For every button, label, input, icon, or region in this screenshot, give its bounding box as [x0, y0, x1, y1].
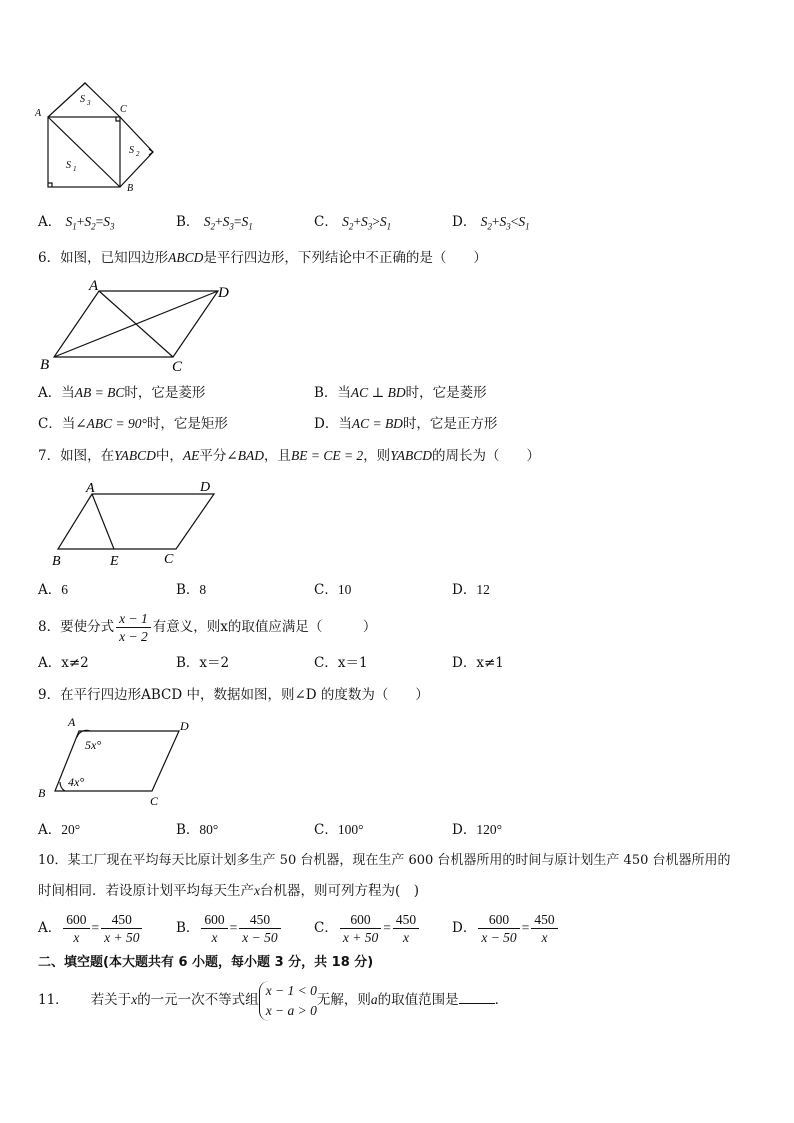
q7-stem: 7．如图，在YABCD中，AE平分∠BAD，且BE = CE = 2，则YABCD的周长为（ ）: [38, 448, 540, 464]
fig9-label-d: D: [180, 719, 189, 733]
q8-fraction: $\frac{x - 1}{x - 2}$: [116, 610, 151, 645]
q11-answer-blank[interactable]: [459, 989, 495, 1004]
fig5-sub-s2: 2: [136, 150, 140, 158]
fig7-label-c: C: [164, 552, 174, 567]
q5-option-c[interactable]: C． $S_2+S_3>S_1$: [314, 214, 392, 232]
figure-q5: [30, 80, 165, 195]
section-fill-in-title: 二、填空题(本大题共有 6 小题，每小题 3 分，共 18 分): [38, 955, 374, 970]
fig6-label-c: C: [172, 359, 183, 374]
fig5-label-b: B: [127, 183, 134, 194]
q8-option-d[interactable]: D．x≠1: [452, 655, 504, 671]
q10-option-c[interactable]: C． $\frac{600}{x + 50}$ = $\frac{450}{x}$: [314, 908, 421, 948]
q10-option-b[interactable]: B． $\frac{600}{x}$ = $\frac{450}{x - 50}$: [176, 908, 283, 948]
figure-q6: [34, 278, 244, 374]
fig5-label-s3: S: [80, 94, 85, 105]
fig7-label-d: D: [200, 480, 211, 495]
q9-option-d[interactable]: D．120°: [452, 822, 502, 838]
fig9-label-c: C: [150, 794, 159, 808]
fig7-label-b: B: [52, 554, 61, 569]
fig7-label-e: E: [110, 554, 119, 569]
q6-option-c[interactable]: C．当∠ABC = 90°时，它是矩形: [38, 416, 228, 432]
q7-option-b[interactable]: B．8: [176, 582, 207, 598]
fig9-angle-b: 4x°: [68, 775, 85, 789]
fig5-label-s2: S: [129, 145, 134, 156]
fig9-label-a: A: [68, 715, 76, 729]
q10-stem-line1: 10．某工厂现在平均每天比原计划多生产 50 台机器，现在生产 600 台机器所用的时间与原计划生产 450 台机器所用的: [38, 853, 731, 868]
q8-stem: 8．要使分式 $\frac{x - 1}{x - 2}$ 有意义，则x的取值应满足（ ）: [38, 611, 377, 644]
fig5-label-s1: S: [66, 160, 71, 171]
fig5-label-a: A: [35, 108, 42, 119]
q5-option-b[interactable]: B． $S_2+S_3=S_1$: [176, 214, 253, 232]
q11-inequality-system: x − 1 < 0 x − a > 0: [259, 981, 317, 1021]
q8-option-a[interactable]: A．x≠2: [38, 655, 89, 671]
fig5-sub-s3: 3: [87, 99, 91, 107]
fig6-label-d: D: [218, 285, 229, 301]
q7-option-a[interactable]: A．6: [38, 582, 68, 598]
q10-option-d[interactable]: D． $\frac{600}{x - 50}$ = $\frac{450}{x}$: [452, 908, 560, 948]
fig6-label-b: B: [40, 357, 50, 373]
q9-stem: 9．在平行四边形ABCD 中，数据如图，则∠D 的度数为（ ）: [38, 687, 429, 703]
figure-q7: [44, 476, 234, 570]
q9-option-c[interactable]: C．100°: [314, 822, 364, 838]
q7-option-c[interactable]: C．10: [314, 582, 352, 598]
q10-stem-line2: 时间相同．若设原计划平均每天生产x台机器，则可列方程为( ): [38, 883, 420, 899]
fig5-label-c: C: [120, 104, 127, 115]
fig9-label-b: B: [38, 786, 46, 800]
q6-option-a[interactable]: A．当AB = BC时，它是菱形: [38, 385, 206, 401]
q10-option-a[interactable]: A． $\frac{600}{x}$ = $\frac{450}{x + 50}$: [38, 908, 144, 948]
q6-stem: 6．如图，已知四边形ABCD是平行四边形，下列结论中不正确的是（ ）: [38, 250, 487, 266]
fig9-angle-a: 5x°: [85, 738, 102, 752]
figure-q9: [34, 712, 209, 810]
q7-option-d[interactable]: D．12: [452, 582, 490, 598]
q9-option-b[interactable]: B．80°: [176, 822, 219, 838]
q5-option-d[interactable]: D． $S_2+S_3<S_1$: [452, 214, 530, 232]
q6-option-b[interactable]: B．当AC ⊥ BD时，它是菱形: [314, 385, 487, 401]
q9-option-a[interactable]: A．20°: [38, 822, 81, 838]
q6-option-d[interactable]: D．当AC = BD时，它是正方形: [314, 416, 498, 432]
q8-option-c[interactable]: C．x＝1: [314, 655, 368, 671]
q5-option-a[interactable]: A． $S_1+S_2=S_3$: [38, 214, 115, 232]
q11-stem: 11． 若关于x的一元一次不等式组 x − 1 < 0 x − a > 0 无解，则a的取值范围是 ．: [38, 978, 508, 1022]
q8-option-b[interactable]: B．x＝2: [176, 655, 230, 671]
fig5-sub-s1: 1: [73, 165, 77, 173]
fig6-label-a: A: [89, 278, 99, 294]
fig7-label-a: A: [86, 481, 95, 496]
